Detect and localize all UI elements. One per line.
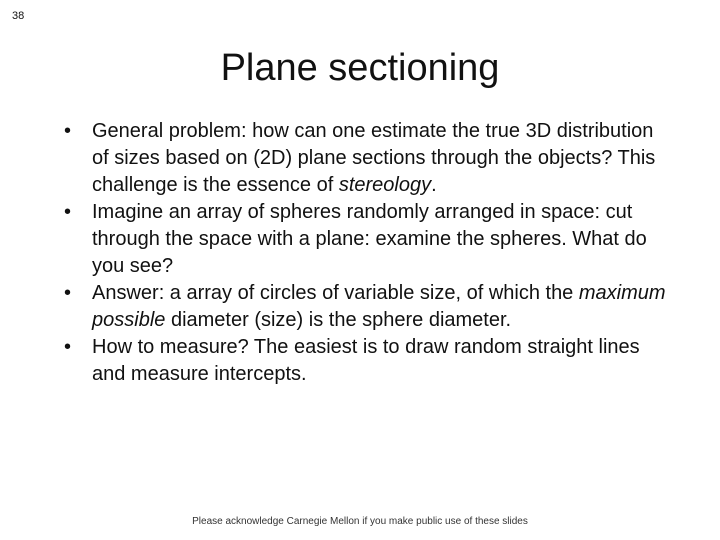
text-run: diameter (size) is the sphere diameter. <box>165 309 512 331</box>
bullet-icon: • <box>64 120 72 142</box>
slide-number: 38 <box>12 10 25 22</box>
bullet-text <box>92 336 640 385</box>
bullet-text <box>92 282 666 331</box>
slide-title: Plane sectioning <box>220 47 500 89</box>
text-run: How to measure? The easiest is to draw random straight lines and measure intercepts. <box>92 336 640 385</box>
text-run: Answer: a array of circles of variable size, of which the <box>92 282 579 304</box>
text-run: . <box>431 174 437 196</box>
bullet-icon: • <box>64 201 72 223</box>
bullet-item <box>60 118 672 199</box>
bullet-icon: • <box>64 282 72 304</box>
bullet-text <box>92 201 647 277</box>
bullet-item <box>60 199 672 280</box>
bullet-list <box>60 118 672 388</box>
footer-note: Please acknowledge Carnegie Mellon if you make public use of these slides <box>192 516 528 527</box>
text-run: General problem: how can one estimate the true 3D distribution of sizes based on (2D) plane sections through the objects? This challenge is the essence of <box>92 120 656 196</box>
bullet-icon: • <box>64 336 72 358</box>
emphasized-text: stereology <box>338 174 432 196</box>
bullet-item <box>60 280 672 334</box>
bullet-item <box>60 334 672 388</box>
text-run: Imagine an array of spheres randomly arranged in space: cut through the space with a plane: examine the spheres. What do you see? <box>92 201 647 277</box>
bullet-text <box>92 120 655 196</box>
emphasized-text: maximum possible <box>92 282 666 331</box>
